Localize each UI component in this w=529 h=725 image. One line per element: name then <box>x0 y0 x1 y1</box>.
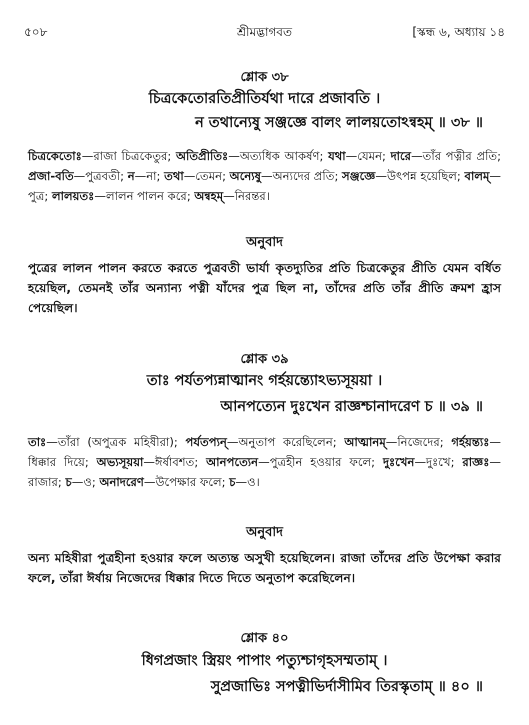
verse-39-line-1: তাঃ পর্যতপ্যন্নাত্মানং গর্হয়ন্ত্যোঽভ্যসূয়য়া । <box>146 373 383 389</box>
synonym-term: পর্যতপ্যন্ <box>185 435 227 449</box>
synonym-term: গর্হয়ন্ত্যঃ <box>451 435 490 449</box>
synonym-term: অতিপ্রীতিঃ <box>175 149 229 163</box>
synonym-meaning: তাঁর পত্নীর প্রতি <box>422 149 498 163</box>
synonym-term: দুঃখেন <box>382 455 415 469</box>
synonym-term: অন্যেষু <box>229 169 262 183</box>
synonym-term: রাজ্ঞঃ <box>462 455 490 469</box>
synonym-term: সঞ্জজ্ঞে <box>342 169 376 183</box>
synonym-term: বালম্ <box>464 169 490 183</box>
synonym-meaning: উপেক্ষার ফলে <box>155 475 222 489</box>
synonym-meaning: অন্যদের প্রতি <box>272 169 335 183</box>
verse-38-label: শ্লোক ৩৮ <box>240 70 289 85</box>
verse-40-line-2: সুপ্রজাভিঃ সপত্নীভির্দাসীমিব তিরস্কৃতাম্ ॥ ৪০ ॥ <box>210 679 483 695</box>
verse-39-line-2: আনপত্যেন দুঃখেন রাজ্ঞশ্চানাদরেণ চ ॥ ৩৯ ॥ <box>220 399 483 415</box>
synonym-meaning: পুত্রহীন হওয়ার ফলে <box>269 455 372 469</box>
verse-39-translation: অন্য মহিষীরা পুত্রহীনা হওয়ার ফলে অত্যন্ত অসুখী হয়েছিলেন। রাজা তাঁদের প্রতি উপেক্ষা করার ফলে, তাঁরা ঈর্ষায় নিজেদের ধিক্কার দিতে দিতে অনুতাপ করেছিলেন। <box>28 551 501 585</box>
verse-38-translation: পুত্রের লালন পালন করতে করতে পুত্রবতী ভার্যা কৃতদ্যুতির প্রতি চিত্রকেতুর প্রীতি যেমন বর্ধিত হয়েছিল, তেমনই তাঁর অন্যান্য পত্নী যাঁদের পুত্র ছিল না, তাঁদের প্রতি তাঁর প্রীতি ক্রমশ হ্রাস পেয়েছিল। <box>28 261 501 315</box>
synonym-meaning: অনুতাপ করেছিলেন <box>238 435 333 449</box>
verse-38-synonyms: চিত্রকেতোঃ—রাজা চিত্রকেতুর; অতিপ্রীতিঃ—অত্যধিক আকর্ষণ; যথা—যেমন; দারে—তাঁর পত্নীর প্রতি; প্রজা-বতি—পুত্রবতী; ন—না; তথা—তেমন; অন্যেষু—অন্যদের প্রতি; সঞ্জজ্ঞে—উৎপন্ন হয়েছিল; বালম্—পুত্র; লালয়তঃ—লালন পালন করে; অন্বহম্—নিরন্তর। <box>28 149 502 203</box>
synonym-meaning: লালন পালন করে <box>105 189 187 203</box>
verse-40-line-1: ধিগপ্রজাং স্ত্রিয়ং পাপাং পত্যুশ্চাগৃহসম্মতাম্ । <box>141 653 388 669</box>
synonym-meaning: পুত্রবতী <box>85 169 121 183</box>
synonym-term: চ <box>65 475 72 489</box>
synonym-term: লালয়তঃ <box>51 189 95 203</box>
synonym-meaning: ধিক্কার দিয়ে <box>28 455 85 469</box>
verse-39-translation-heading: অনুবাদ <box>246 525 283 540</box>
book-title: শ্রীমদ্ভাগবত <box>236 25 292 39</box>
synonym-meaning: তাঁরা (অপুত্রক মহিষীরা) <box>57 435 174 449</box>
synonym-term: অনাদরেণ <box>99 475 144 489</box>
verse-39-label: শ্লোক ৩৯ <box>240 352 289 367</box>
synonym-term: ন <box>127 169 135 183</box>
synonym-meaning: রাজার <box>28 475 58 489</box>
synonym-term: আনপত্যেন <box>206 455 259 469</box>
verse-38-translation-heading: অনুবাদ <box>246 235 283 250</box>
synonym-term: অন্বহম্ <box>194 189 224 203</box>
synonym-meaning: অত্যধিক আকর্ষণ <box>239 149 320 163</box>
synonym-meaning: যেমন <box>357 149 382 163</box>
synonym-meaning: রাজা চিত্রকেতুর <box>93 149 168 163</box>
synonym-term: প্রজা-বতি <box>28 169 74 183</box>
synonym-term: যথা <box>328 149 346 163</box>
page-number: ৫০৮ <box>24 25 48 39</box>
synonym-term: চিত্রকেতোঃ <box>28 149 82 163</box>
synonym-meaning: উৎপন্ন হয়েছিল <box>386 169 457 183</box>
synonym-meaning: ঈর্ষাবশত <box>155 455 195 469</box>
section-reference: [স্কন্ধ ৬, অধ্যায় ১৪ <box>412 25 505 39</box>
synonym-term: আত্মানম্ <box>344 435 386 449</box>
synonym-meaning: নিরন্তর <box>234 189 266 203</box>
synonym-term: তাঃ <box>28 435 47 449</box>
synonym-term: তথা <box>164 169 184 183</box>
synonym-term: দারে <box>390 149 412 163</box>
synonym-meaning: দুঃখে <box>426 455 451 469</box>
synonym-term: অভ্যসূয়য়া <box>96 455 144 469</box>
page-header <box>24 24 505 42</box>
verse-39-synonyms: তাঃ—তাঁরা (অপুত্রক মহিষীরা); পর্যতপ্যন্—অনুতাপ করেছিলেন; আত্মানম্—নিজেদের; গর্হয়ন্ত্যঃ—ধিক্কার দিয়ে; অভ্যসূয়য়া—ঈর্ষাবশত; আনপত্যেন—পুত্রহীন হওয়ার ফলে; দুঃখেন—দুঃখে; রাজ্ঞঃ—রাজার; চ—ও; অনাদরেণ—উপেক্ষার ফলে; চ—ও। <box>28 435 502 489</box>
verse-38-line-2: ন তথান্যেষু সঞ্জজ্ঞে বালং লালয়তোঽন্বহম্ ॥ ৩৮ ॥ <box>195 115 483 131</box>
synonym-meaning: ও <box>247 475 256 489</box>
verse-40-label: শ্লোক ৪০ <box>240 631 289 646</box>
synonym-term: চ <box>229 475 236 489</box>
synonym-meaning: ও <box>83 475 92 489</box>
synonym-meaning: নিজেদের <box>397 435 440 449</box>
synonym-meaning: তেমন <box>195 169 223 183</box>
synonym-meaning: না <box>146 169 157 183</box>
synonym-meaning: পুত্র <box>28 189 45 203</box>
verse-38-line-1: চিত্রকেতোরতিপ্রীতির্যথা দারে প্রজাবতি । <box>148 91 381 107</box>
